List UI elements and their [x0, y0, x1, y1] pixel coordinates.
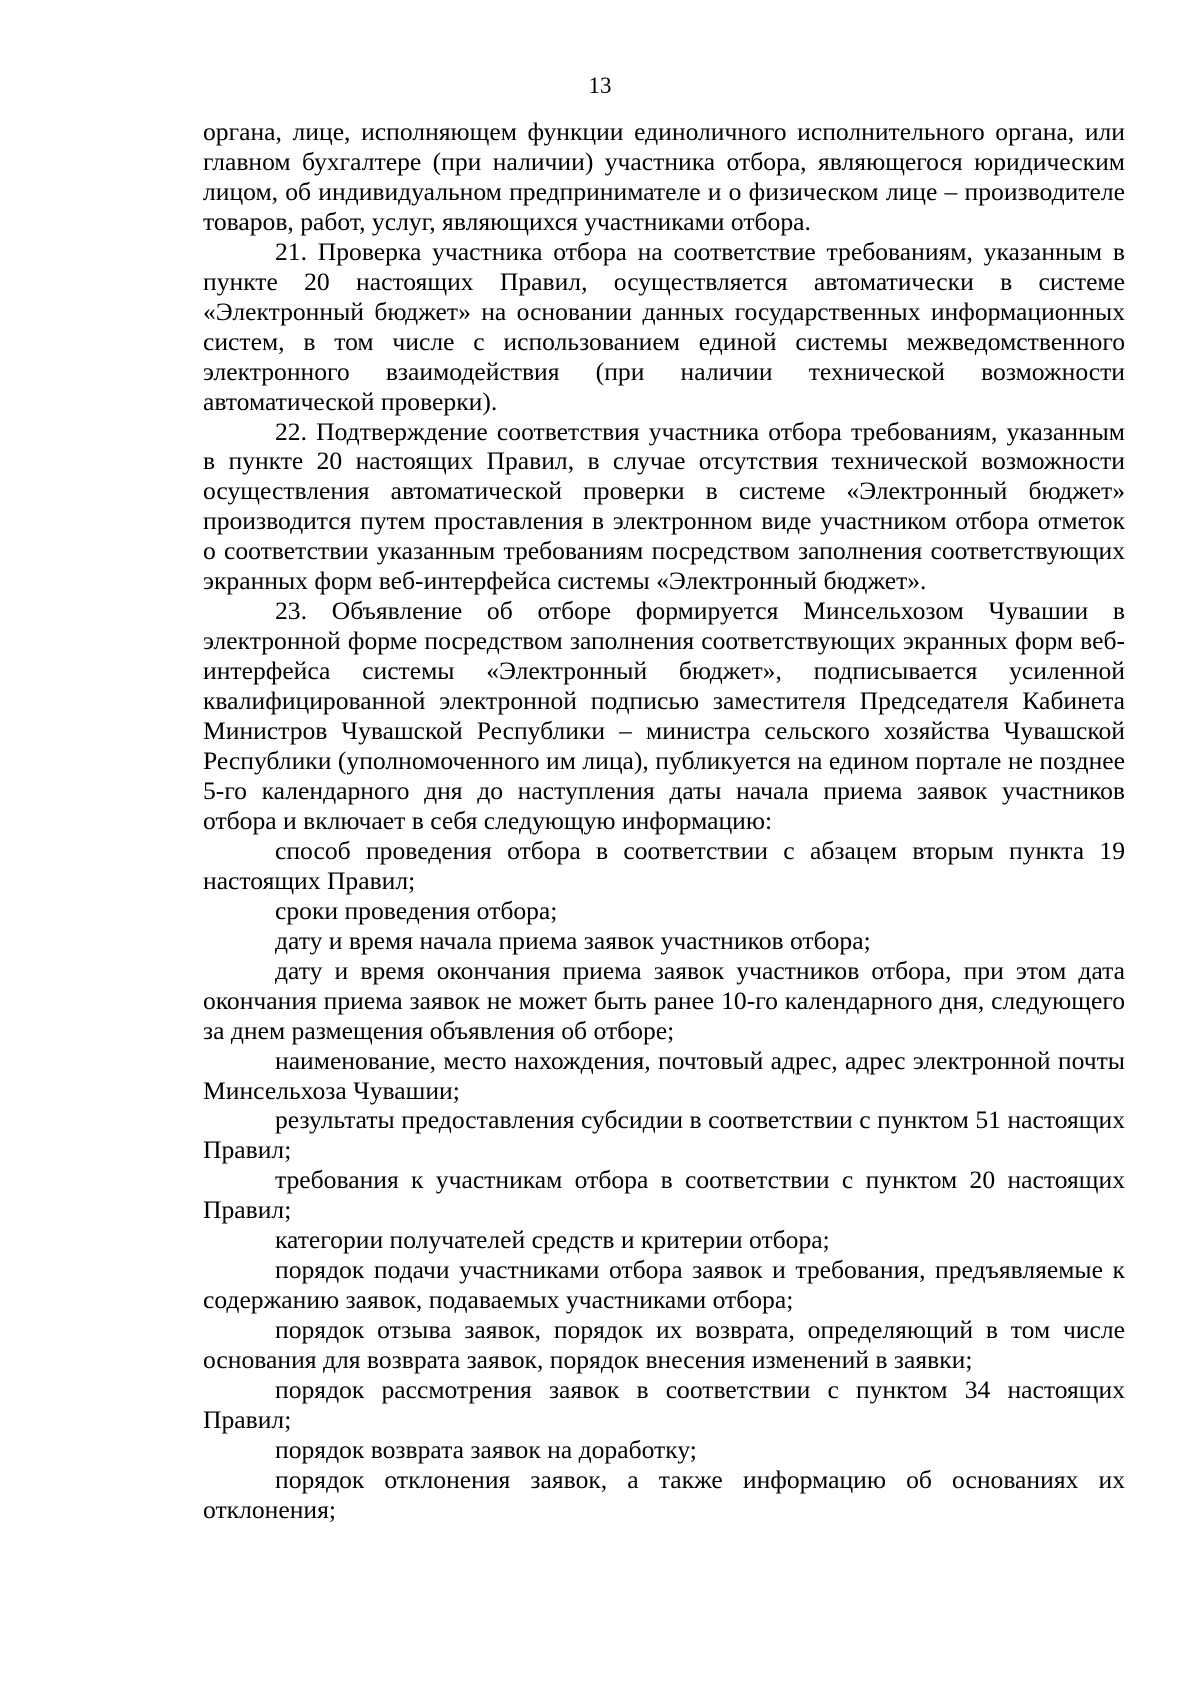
list-item: категории получателей средств и критерии отбора;	[275, 1225, 830, 1255]
list-item: дату и время окончания приема заявок участников отбора, при этом дата окончания приема заявок не может быть ранее 10-го календарного дня, следующего за днем размещения объявления об отборе;	[203, 955, 1125, 1045]
list-item: наименование, место нахождения, почтовый адрес, адрес электронной почты Минсельхоза Чувашии;	[203, 1045, 1125, 1105]
list-item: порядок возврата заявок на доработку;	[275, 1434, 697, 1464]
list-item: порядок отзыва заявок, порядок их возврата, определяющий в том числе основания для возврата заявок, порядок внесения изменений в заявки;	[203, 1315, 1125, 1375]
paragraph: 21. Проверка участника отбора на соответствие требованиям, указанным в пункте 20 настоящих Правил, осуществляется автоматически в системе «Электронный бюджет» на основании данных государственных информационных систем, в том числе с использованием единой системы межведомственного электронного взаимодействия (при наличии технической возможности автоматической проверки).	[203, 236, 1125, 416]
list-item: порядок подачи участниками отбора заявок и требования, предъявляемые к содержанию заявок, подаваемых участниками отбора;	[203, 1255, 1125, 1315]
list-item: сроки проведения отбора;	[275, 895, 558, 925]
list-item: способ проведения отбора в соответствии с абзацем вторым пункта 19 настоящих Правил;	[203, 835, 1125, 895]
paragraph: органа, лице, исполняющем функции единоличного исполнительного органа, или главном бухгалтере (при наличии) участника отбора, являющегося юридическим лицом, об индивидуальном предпринимателе и о физическом лице – производителе товаров, работ, услуг, являющихся участниками отбора.	[203, 117, 1125, 236]
paragraph: 22. Подтверждение соответствия участника отбора требованиям, указанным в пункте 20 настоящих Правил, в случае отсутствия технической возможности осуществления автоматической проверки в системе «Электронный бюджет» производится путем проставления в электронном виде участником отбора отметок о соответствии указанным требованиям посредством заполнения соответствующих экранных форм веб-интерфейса системы «Электронный бюджет».	[203, 416, 1125, 596]
page-number: 13	[588, 73, 612, 98]
list-item: дату и время начала приема заявок участников отбора;	[275, 925, 871, 955]
list-item: порядок отклонения заявок, а также информацию об основаниях их отклонения;	[203, 1464, 1125, 1524]
document-body	[203, 117, 1125, 1525]
paragraph: 23. Объявление об отборе формируется Минсельхозом Чувашии в электронной форме посредством заполнения соответствующих экранных форм веб-интерфейса системы «Электронный бюджет», подписывается усиленной квалифицированной электронной подписью заместителя Председателя Кабинета Министров Чувашской Республики – министра сельского хозяйства Чувашской Республики (уполномоченного им лица), публикуется на едином портале не позднее 5-го календарного дня до наступления даты начала приема заявок участников отбора и включает в себя следующую информацию:	[203, 596, 1125, 835]
list-item: порядок рассмотрения заявок в соответствии с пунктом 34 настоящих Правил;	[203, 1375, 1125, 1434]
list-item: результаты предоставления субсидии в соответствии с пунктом 51 настоящих Правил;	[203, 1105, 1125, 1165]
list-item: требования к участникам отбора в соответствии с пунктом 20 настоящих Правил;	[203, 1165, 1125, 1225]
